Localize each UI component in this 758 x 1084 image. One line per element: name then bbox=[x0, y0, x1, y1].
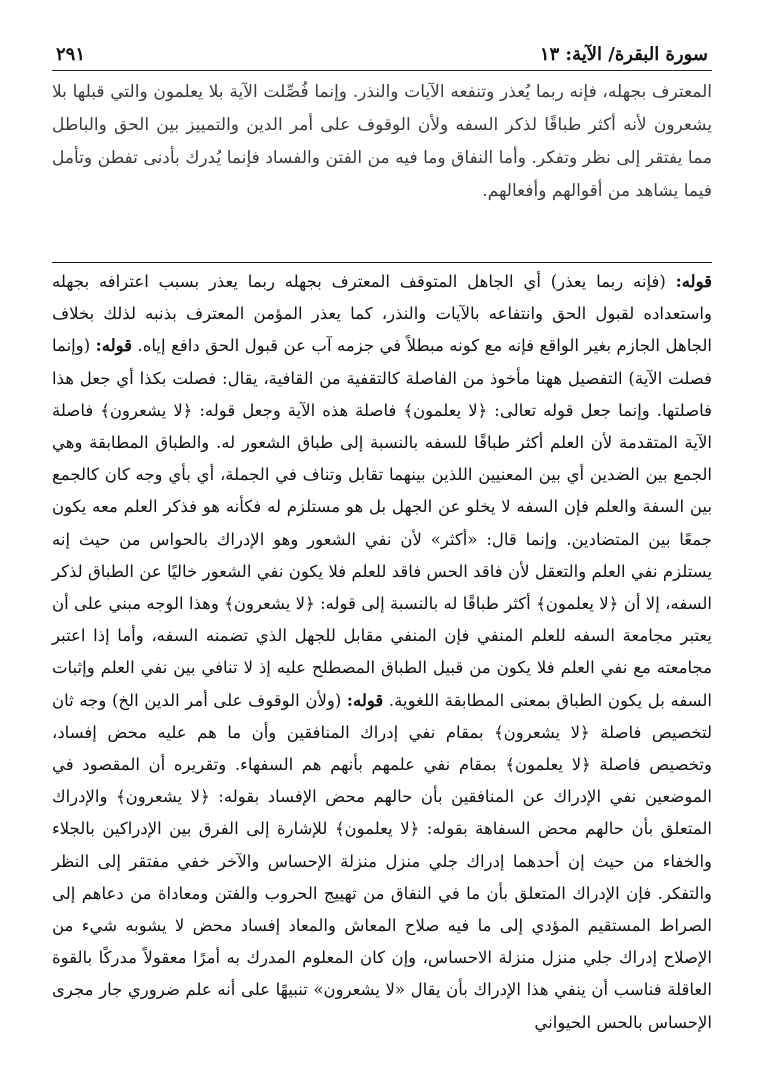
keyword-qawluh: قوله: bbox=[95, 336, 133, 356]
page-header bbox=[52, 40, 712, 71]
running-title: سورة البقرة/ الآية: ١٣ bbox=[539, 44, 708, 65]
commentary-text: (فإنه ربما يعذر) أي الجاهل المتوقف المعترف بجهله ربما يعذر بسبب اعترافه بجهله واستعداده لقبول الحق وانتفاعه بالآيات والنذر، كما يعذر المؤمن المعترف بذنبه لذلك بخلاف الجاهل الجازم بغير الواقع فإنه مع كونه مبطلاً في جزمه آب عن قبول الحق دافع إياه. bbox=[52, 272, 712, 356]
main-text-block bbox=[52, 76, 712, 258]
commentary-block bbox=[52, 266, 712, 1066]
commentary-text: (ولأن الوقوف على أمر الدين الخ) وجه ثان لتخصيص فاصلة ﴿لا يشعرون﴾ بمقام نفي إدراك المنافقين وأن ما هم عليه محض إفساد، وتخصيص فاصلة ﴿لا يعلمون﴾ بمقام نفي علمهم بأنهم هم السفهاء. وتقريره أن المقصود في الموضعين نفي الإدراك عن المنافقين بأن حالهم محض الإفساد بقوله: ﴿لا يشعرون﴾ والإدراك المتعلق بأن حالهم محض السفاهة بقوله: ﴿لا يعلمون﴾ للإشارة إلى الفرق بين الإدراكين بالجلاء والخفاء من حيث إن أحدهما إدراك جلي منزل منزلة الإحساس والآخر خفي مفتقر إلى النظر والتفكر. فإن الإدراك المتعلق بأن ما في النفاق من تهييج الحروب والفتن ومعاداة من دعاهم إلى الصراط المستقيم المؤدي إلى ما فيه صلاح المعاش والمعاد إفساد محض لا يشوبه شيء من الإصلاح إدراك جلي منزل منزلة الاحساس، وإن كان المعلوم المدرك به أمرًا معقولاً مدركًا بالقوة العاقلة فناسب أن ينفي هذا الإدراك بأن يقال «لا يشعرون» تنبيهًا على أنه علم ضروري جار مجرى الإحساس بالحس الحيواني bbox=[52, 690, 712, 1032]
section-divider bbox=[52, 262, 712, 263]
main-paragraph: المعترف بجهله، فإنه ربما يُعذر وتنفعه الآيات والنذر. وإنما فُصِّلت الآية بلا يعلمون والتي قبلها بلا يشعرون لأنه أكثر طباقًا لذكر السفه ولأن الوقوف على أمر الدين والتمييز بين الحق والباطل مما يفتقر إلى نظر وتفكر. وأما النفاق وما فيه من الفتن والفساد فإنما يُدرك بأدنى تفطن وتأمل فيما يشاهد من أقوالهم وأفعالهم. bbox=[52, 82, 712, 201]
commentary-paragraph-1 bbox=[52, 266, 712, 1039]
commentary-text: (وإنما فصلت الآية) التفصيل ههنا مأخوذ من الفاصلة كالتقفية من القافية، يقال: فصلت بكذا أي جعل هذا فاصلتها. وإنما جعل قوله تعالى: ﴿لا يعلمون﴾ فاصلة هذه الآية وجعل قوله: ﴿لا يشعرون﴾ فاصلة الآية المتقدمة لأن العلم أكثر طباقًا للسفه بالنسبة إلى طباق الشعور له. والطباق المطابقة وهي الجمع بين الضدين أي بين المعنيين اللذين بينهما تقابل وتناف في الجملة، أي بأي وجه كان كالجمع بين السفة والعلم فإن السفه لا يخلو عن الجهل بل هو مستلزم له فكأنه هو فذكر العلم معه يكون جمعًا بين المتضادين. وإنما قال: «أكثر» لأن نفي الشعور وهو الإدراك بالحواس من حيث إنه يستلزم نفي العلم والتعقل لأن فاقد الحس فاقد للعلم فلا يكون نفي الشعور خاليًا عن الطباق لذكر السفه، إلا أن ﴿لا يعلمون﴾ أكثر طباقًا له بالنسبة إلى قوله: ﴿لا يشعرون﴾ وهذا الوجه مبني على أن يعتبر مجامعة السفه للعلم المنفي فإن المنفي مقابل للجهل الذي تضمنه السفه، وأما إذا اعتبر مجامعته مع نفي العلم فلا يكون من قبيل الطباق المصطلح عليه إذ لا تنافي بين نفي العلم وإثبات السفه بل يكون الطباق بمعنى المطابقة اللغوية. bbox=[52, 336, 712, 710]
page-number: ٢٩١ bbox=[56, 44, 86, 65]
keyword-qawluh: قوله: bbox=[675, 272, 712, 291]
document-page bbox=[52, 30, 712, 1070]
keyword-qawluh: قوله: bbox=[346, 690, 384, 710]
